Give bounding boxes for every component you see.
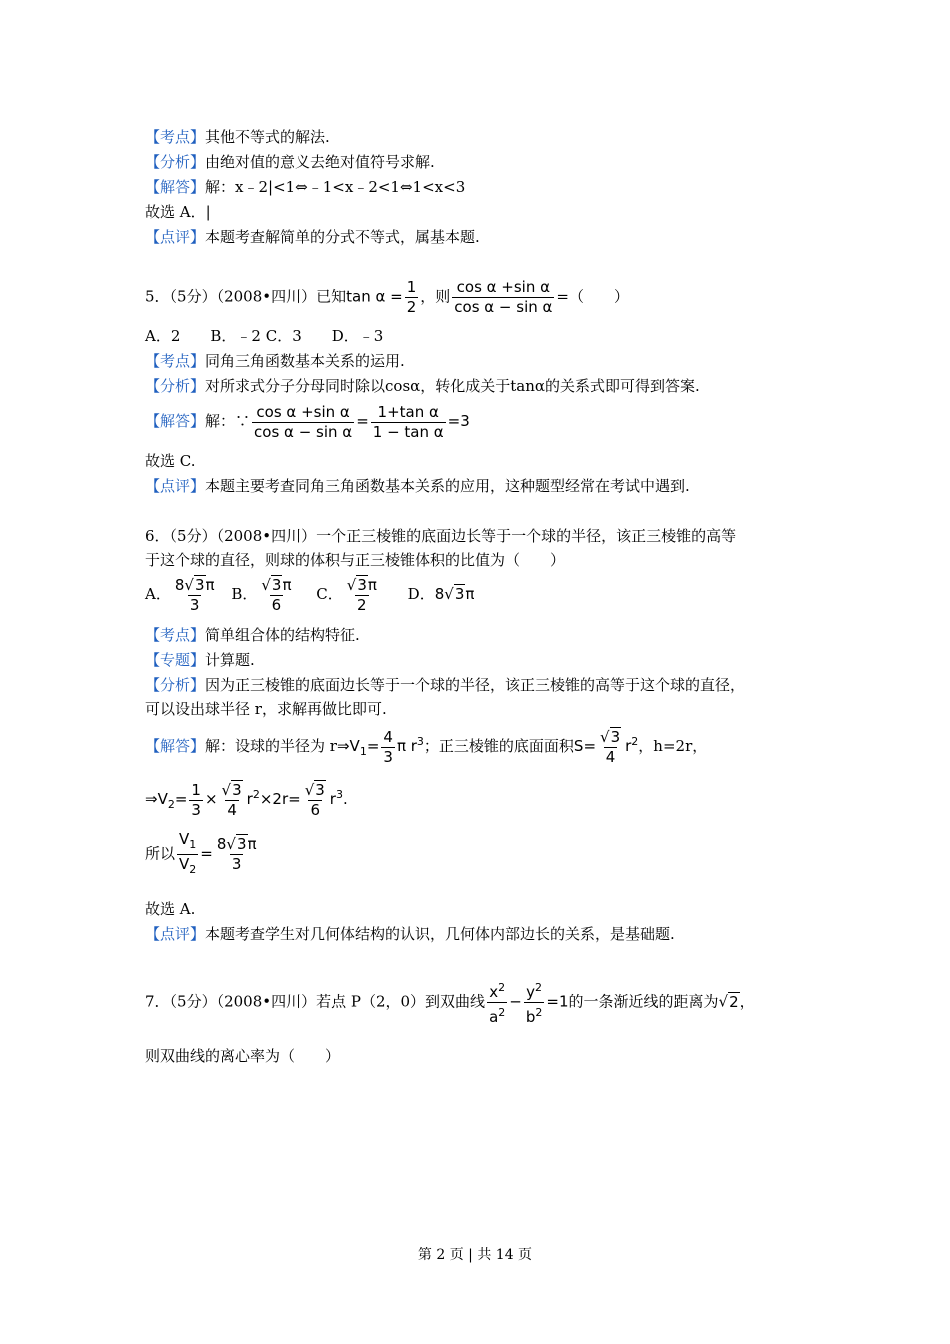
q6-fenxi-line2: 可以设出球半径 r，求解再做比即可. [145,700,387,718]
q4-jieda: 【解答】解：x﹣2|<1⇔﹣1<x﹣2<1⇔1<x<3 [145,178,466,196]
q5-options: A．2 B．﹣2 C．3 D．﹣3 [145,327,384,345]
q6-ratio: 所以 $\frac{V_1}{V_2}$ = $\frac{8√3\pi}{3}$ [145,830,261,879]
q7-stem-line2: 则双曲线的离心率为（ ） [145,1047,341,1065]
option-b-fraction: $\frac{√3\pi}{6}$ [261,575,292,614]
q4-fenxi: 【分析】由绝对值的意义去绝对值符号求解. [145,153,435,171]
q5-fenxi: 【分析】对所求式分子分母同时除以cosα，转化成关于tanα的关系式即可得到答案. [145,377,700,395]
option-d-value: 8√3π [434,585,475,603]
q6-options: A． $\frac{8√3\pi}{3}$ B． $\frac{√3\pi}{6}$ C． $\frac{√3\pi}{2}$ D．8√3π [145,575,475,614]
q6-answer: 故选 A. [145,900,196,918]
q4-answer: 故选 A．| [145,203,211,221]
q6-stem-line2: 于这个球的直径，则球的体积与正三棱锥体积的比值为（ ） [145,551,566,569]
q4-kaodian: 【考点】其他不等式的解法. [145,128,330,146]
option-c-fraction: $\frac{√3\pi}{2}$ [346,575,377,614]
q5-jieda: 【解答】解：∵ $\frac{\text{cos α +sin α}}{\text{cos α − sin α}}$ = $\frac{\text{1+tan α}}{\text{1 − tan α}}$ =3 [145,402,470,441]
q4-dianping: 【点评】本题考查解简单的分式不等式，属基本题. [145,228,480,246]
tag-kaodian: 【考点】 [145,128,206,146]
q6-zhuanti: 【专题】计算题. [145,651,255,669]
q5-stem: 5．（5分）（2008•四川）已知tan α = $\frac{1}{2}$ ，则 $\frac{\text{cos α +sin α}}{\text{cos α − sin α}}$ =（ ） [145,278,629,316]
option-a-fraction: $\frac{8√3\pi}{3}$ [174,575,215,614]
q5-dianping: 【点评】本题主要考查同角三角函数基本关系的应用，这种题型经常在考试中遇到. [145,477,690,495]
q6-fenxi-line1: 【分析】因为正三棱锥的底面边长等于一个球的半径，该正三棱锥的高等于这个球的直径， [145,676,746,694]
q5-answer: 故选 C. [145,452,196,470]
q6-stem-line1: 6．（5分）（2008•四川）一个正三棱锥的底面边长等于一个球的半径，该正三棱锥的高等 [145,527,737,545]
q6-jieda-line1: 【解答】解：设球的半径为 $r\Rightarrow V_1=$ $\frac{4}{3}$ π $r^3$；正三棱锥的底面面积S= $\frac{√3}{4}$ $r^2$，h=2r， [145,727,708,766]
q6-jieda-line2: $\Rightarrow V_2=$ $\frac{1}{3}$ × $\frac{√3}{4}$ $r^2\times 2r=$ $\frac{√3}{6}$ $r^3$. [145,780,348,819]
q6-kaodian: 【考点】简单组合体的结构特征. [145,626,360,644]
page-footer: 第 2 页 | 共 14 页 [417,1247,533,1263]
q6-dianping: 【点评】本题考查学生对几何体结构的认识，几何体内部边长的关系，是基础题. [145,925,675,943]
q5-kaodian: 【考点】同角三角函数基本关系的运用. [145,352,405,370]
expr-fraction: $\frac{\text{cos α +sin α}}{\text{cos α − sin α}}$ [454,278,553,316]
tan-fraction: $\frac{1}{2}$ [406,278,417,316]
q7-stem-line1: 7．（5分）（2008•四川）若点 P（2，0）到双曲线 $\frac{x^2}{a^2}$ − $\frac{y^2}{b^2}$ =1的一条渐近线的距离为√2， [145,981,755,1026]
